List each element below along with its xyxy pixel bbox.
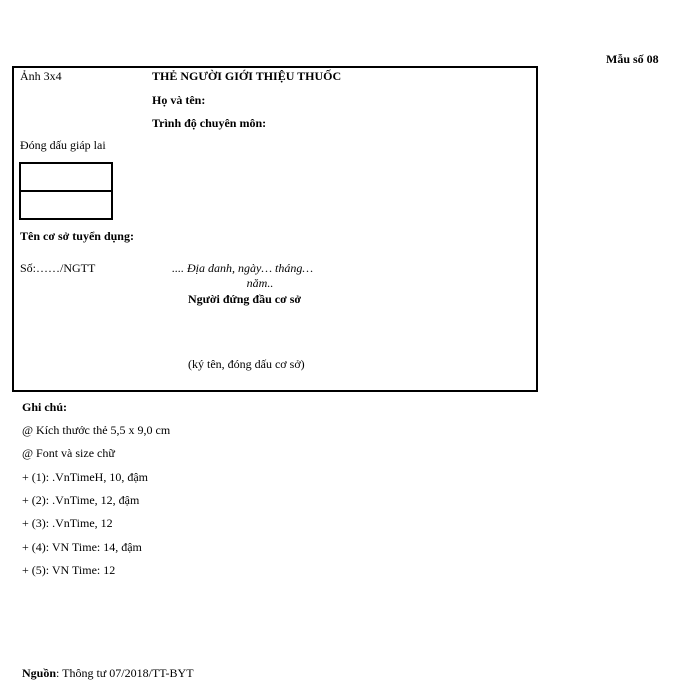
seal-box (19, 162, 113, 220)
place-date-line2: năm.. (246, 276, 274, 290)
place-date-line1: .... Địa danh, ngày… tháng… (172, 261, 313, 275)
source-text: : Thông tư 07/2018/TT-BYT (56, 666, 194, 680)
note-item: @ Font và size chữ (22, 446, 115, 460)
note-item: @ Kích thước thẻ 5,5 x 9,0 cm (22, 423, 171, 437)
note-item: + (2): .VnTime, 12, đậm (22, 493, 140, 507)
name-label: Họ và tên: (152, 93, 206, 107)
facility-label: Tên cơ sở tuyển dụng: (20, 229, 134, 243)
form-number: Mẫu số 08 (606, 52, 659, 66)
seal-label: Đóng dấu giáp lai (20, 138, 106, 152)
note-item: + (1): .VnTimeH, 10, đậm (22, 470, 148, 484)
source-line (22, 666, 194, 681)
note-item: + (4): VN Time: 14, đậm (22, 540, 142, 554)
number-label: Số:……/NGTT (20, 261, 96, 275)
head-label: Người đứng đầu cơ sở (188, 292, 302, 306)
note-item: + (3): .VnTime, 12 (22, 516, 113, 530)
notes-heading: Ghi chú: (22, 400, 68, 414)
seal-box-divider (21, 190, 111, 192)
photo-label: Ảnh 3x4 (20, 69, 62, 83)
card-title: THẺ NGƯỜI GIỚI THIỆU THUỐC (152, 69, 342, 83)
note-item: + (5): VN Time: 12 (22, 563, 116, 577)
sign-label: (ký tên, đóng dấu cơ sở) (188, 357, 305, 371)
source-label: Nguồn (22, 666, 57, 680)
qualification-label: Trình độ chuyên môn: (152, 116, 267, 130)
